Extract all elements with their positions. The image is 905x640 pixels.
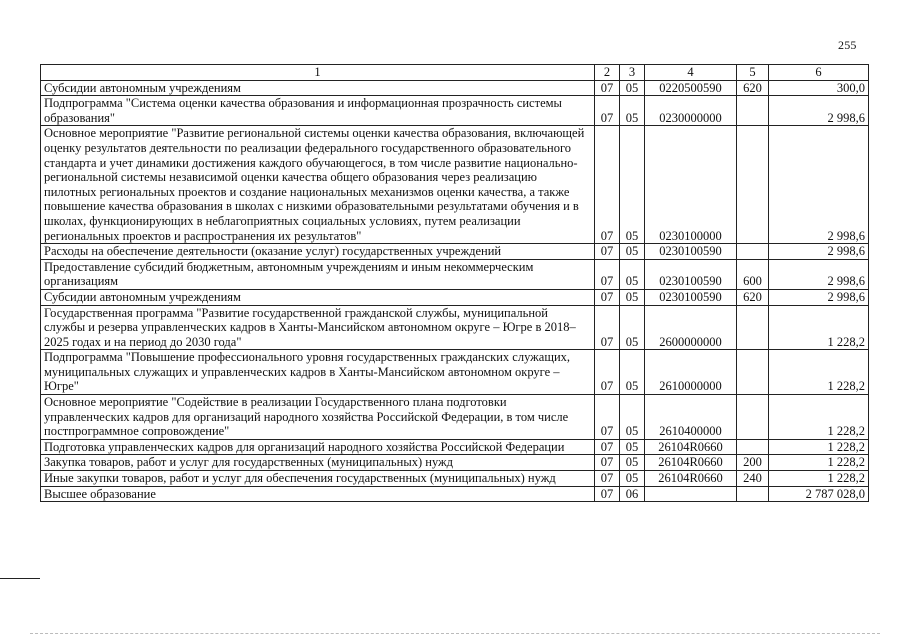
row-expense-type-cell: 240: [737, 471, 769, 487]
table-row: [41, 305, 869, 350]
row-expense-type-cell: 620: [737, 80, 769, 96]
row-target-article-cell: 0230100590: [645, 244, 737, 260]
left-margin-rule: [0, 578, 40, 579]
header-col-1: 1: [41, 65, 595, 81]
row-name-cell: Закупка товаров, работ и услуг для государственных (муниципальных) нужд: [41, 455, 595, 471]
row-amount-cell: 1 228,2: [769, 395, 869, 440]
table-row: [41, 395, 869, 440]
row-section-cell: 07: [595, 395, 620, 440]
row-amount-cell: 1 228,2: [769, 471, 869, 487]
row-expense-type-cell: [737, 96, 769, 126]
row-target-article-cell: 0230100590: [645, 259, 737, 289]
row-subsection-cell: 05: [620, 80, 645, 96]
row-amount-cell: 2 998,6: [769, 96, 869, 126]
row-name-cell: Подготовка управленческих кадров для организаций народного хозяйства Российской Федерации: [41, 439, 595, 455]
row-subsection-cell: 05: [620, 395, 645, 440]
row-amount-cell: 300,0: [769, 80, 869, 96]
row-amount-cell: 2 787 028,0: [769, 486, 869, 502]
row-subsection-cell: 05: [620, 126, 645, 244]
row-expense-type-cell: [737, 126, 769, 244]
table-row: [41, 96, 869, 126]
row-section-cell: 07: [595, 350, 620, 395]
row-section-cell: 07: [595, 455, 620, 471]
budget-table: [40, 64, 869, 502]
row-amount-cell: 2 998,6: [769, 259, 869, 289]
page-number: 255: [838, 38, 857, 52]
row-target-article-cell: 26104R0660: [645, 439, 737, 455]
row-subsection-cell: 05: [620, 455, 645, 471]
row-target-article-cell: 0230000000: [645, 96, 737, 126]
row-amount-cell: 2 998,6: [769, 244, 869, 260]
row-section-cell: 07: [595, 259, 620, 289]
row-target-article-cell: 2610000000: [645, 350, 737, 395]
row-section-cell: 07: [595, 126, 620, 244]
header-col-4: 4: [645, 65, 737, 81]
row-amount-cell: 1 228,2: [769, 455, 869, 471]
row-subsection-cell: 05: [620, 305, 645, 350]
row-section-cell: 07: [595, 486, 620, 502]
row-section-cell: 07: [595, 439, 620, 455]
row-subsection-cell: 05: [620, 471, 645, 487]
row-expense-type-cell: [737, 486, 769, 502]
row-name-cell: Подпрограмма "Система оценки качества образования и информационная прозрачность системы образования": [41, 96, 595, 126]
scan-edge-line: [30, 633, 880, 634]
row-expense-type-cell: [737, 395, 769, 440]
row-name-cell: Подпрограмма "Повышение профессионального уровня государственных гражданских служащих, муниципальных служащих и управленческих кадров в Ханты-Мансийском автономном округе – Югре": [41, 350, 595, 395]
header-col-5: 5: [737, 65, 769, 81]
table-row: [41, 455, 869, 471]
row-target-article-cell: 2600000000: [645, 305, 737, 350]
table-row: [41, 350, 869, 395]
row-subsection-cell: 05: [620, 244, 645, 260]
row-expense-type-cell: [737, 244, 769, 260]
row-name-cell: Субсидии автономным учреждениям: [41, 289, 595, 305]
row-amount-cell: 1 228,2: [769, 305, 869, 350]
row-target-article-cell: 0230100590: [645, 289, 737, 305]
table-row: [41, 289, 869, 305]
row-amount-cell: 2 998,6: [769, 126, 869, 244]
row-subsection-cell: 06: [620, 486, 645, 502]
row-name-cell: Субсидии автономным учреждениям: [41, 80, 595, 96]
row-subsection-cell: 05: [620, 259, 645, 289]
row-section-cell: 07: [595, 80, 620, 96]
table-row: [41, 471, 869, 487]
row-target-article-cell: 2610400000: [645, 395, 737, 440]
row-target-article-cell: 26104R0660: [645, 455, 737, 471]
row-section-cell: 07: [595, 96, 620, 126]
table-row: [41, 244, 869, 260]
row-expense-type-cell: [737, 305, 769, 350]
table-row: [41, 259, 869, 289]
row-name-cell: Основное мероприятие "Содействие в реализации Государственного плана подготовки управленческих кадров для организаций народного хозяйства Российской Федерации, в том числе постпрограммное сопровождение": [41, 395, 595, 440]
row-target-article-cell: 0230100000: [645, 126, 737, 244]
table-header-row: [41, 65, 869, 81]
table-row: [41, 486, 869, 502]
row-expense-type-cell: [737, 439, 769, 455]
table-row: [41, 126, 869, 244]
row-target-article-cell: 0220500590: [645, 80, 737, 96]
row-name-cell: Предоставление субсидий бюджетным, автономным учреждениям и иным некоммерческим организациям: [41, 259, 595, 289]
row-amount-cell: 1 228,2: [769, 439, 869, 455]
header-col-3: 3: [620, 65, 645, 81]
row-name-cell: Расходы на обеспечение деятельности (оказание услуг) государственных учреждений: [41, 244, 595, 260]
row-name-cell: Основное мероприятие "Развитие региональной системы оценки качества образования, включающей оценку результатов деятельности по реализации федерального государственного образовательного стандарта и учет динамики достижения каждого обучающегося, в том числе развитие национально-региональной системы независимой оценки качества общего образования через реализацию пилотных региональных проектов и создание национальных механизмов оценки качества, а также повышение качества образования в школах с низкими образовательными результатами обучения и в школах, функционирующих в неблагоприятных социальных условиях, путем реализации региональных проектов и распространения их результатов": [41, 126, 595, 244]
row-section-cell: 07: [595, 471, 620, 487]
row-section-cell: 07: [595, 289, 620, 305]
row-amount-cell: 2 998,6: [769, 289, 869, 305]
table-row: [41, 80, 869, 96]
row-subsection-cell: 05: [620, 439, 645, 455]
row-subsection-cell: 05: [620, 350, 645, 395]
row-expense-type-cell: [737, 350, 769, 395]
row-section-cell: 07: [595, 305, 620, 350]
row-target-article-cell: [645, 486, 737, 502]
row-name-cell: Государственная программа "Развитие государственной гражданской службы, муниципальной службы и резерва управленческих кадров в Ханты-Мансийском автономном округе – Югре в 2018–2025 годах и на период до 2030 года": [41, 305, 595, 350]
row-amount-cell: 1 228,2: [769, 350, 869, 395]
row-expense-type-cell: 600: [737, 259, 769, 289]
row-target-article-cell: 26104R0660: [645, 471, 737, 487]
row-section-cell: 07: [595, 244, 620, 260]
row-subsection-cell: 05: [620, 96, 645, 126]
row-expense-type-cell: 620: [737, 289, 769, 305]
row-subsection-cell: 05: [620, 289, 645, 305]
header-col-6: 6: [769, 65, 869, 81]
row-name-cell: Высшее образование: [41, 486, 595, 502]
header-col-2: 2: [595, 65, 620, 81]
row-expense-type-cell: 200: [737, 455, 769, 471]
row-name-cell: Иные закупки товаров, работ и услуг для обеспечения государственных (муниципальных) нужд: [41, 471, 595, 487]
table-row: [41, 439, 869, 455]
